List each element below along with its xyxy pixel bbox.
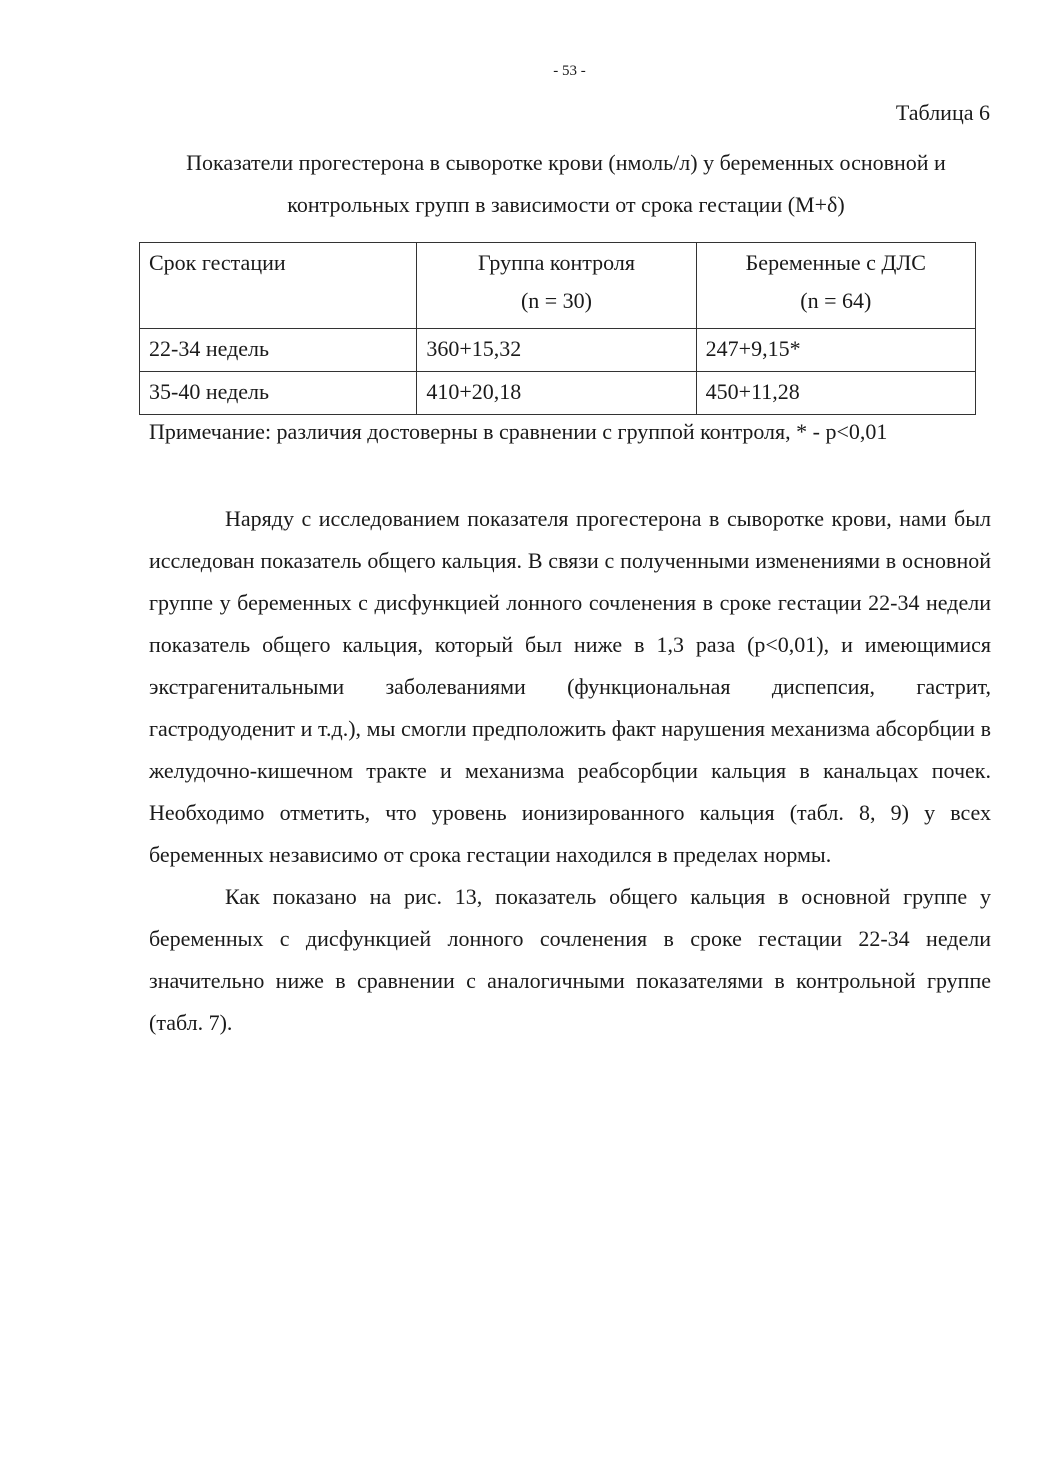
table-row [140, 329, 976, 372]
table-cell-term: 22-34 недель [140, 329, 417, 372]
header-control-label: Группа контроля [478, 250, 635, 275]
body-text [149, 498, 991, 1044]
table-cell-control: 360+15,32 [417, 329, 696, 372]
table-label: Таблица 6 [895, 100, 990, 125]
table-note: Примечание: различия достоверны в сравнении с группой контроля, * - р<0,01 [149, 419, 888, 444]
data-table [139, 242, 976, 415]
header-control-n: (n = 30) [520, 288, 593, 313]
header-cell-dls [696, 243, 975, 329]
header-term-label: Срок гестации [149, 250, 286, 275]
header-dls-label: Беременные с ДЛС [745, 250, 926, 275]
header-dls-n: (n = 64) [800, 288, 872, 313]
paragraph: Как показано на рис. 13, показатель общего кальция в основной группе у беременных с дисфункцией лонного сочленения в сроке гестации 22-34 недели значительно ниже в сравнении с аналогичными показателями в контрольной группе (табл. 7). [149, 884, 991, 1035]
paragraph: Наряду с исследованием показателя прогестерона в сыворотке крови, нами был исследован показатель общего кальция. В связи с полученными изменениями в основной группе у беременных с дисфункцией лонного сочленения в сроке гестации 22-34 недели показатель общего кальция, который был ниже в 1,3 раза (р<0,01), и имеющимися экстрагенитальными заболеваниями (функциональная диспепсия, гастрит, гастродуоденит и т.д.), мы смогли предположить факт нарушения механизма абсорбции в желудочно-кишечном тракте и механизма реабсорбции кальция в канальцах почек. Необходимо отметить, что уровень ионизированного кальция (табл. 8, 9) у всех беременных независимо от срока гестации находился в пределах нормы. [149, 506, 991, 867]
table-row [140, 372, 976, 415]
table-header-row [140, 243, 976, 329]
header-cell-term [140, 243, 417, 329]
header-cell-control [417, 243, 696, 329]
table-cell-term: 35-40 недель [140, 372, 417, 415]
table-cell-dls: 450+11,28 [696, 372, 975, 415]
table-cell-control: 410+20,18 [417, 372, 696, 415]
table-title: Показатели прогестерона в сыворотке крови (нмоль/л) у беременных основной и контрольных групп в зависимости от срока гестации (М+δ) [186, 150, 946, 217]
page-number: - 53 - [553, 63, 586, 79]
table-cell-dls: 247+9,15* [696, 329, 975, 372]
